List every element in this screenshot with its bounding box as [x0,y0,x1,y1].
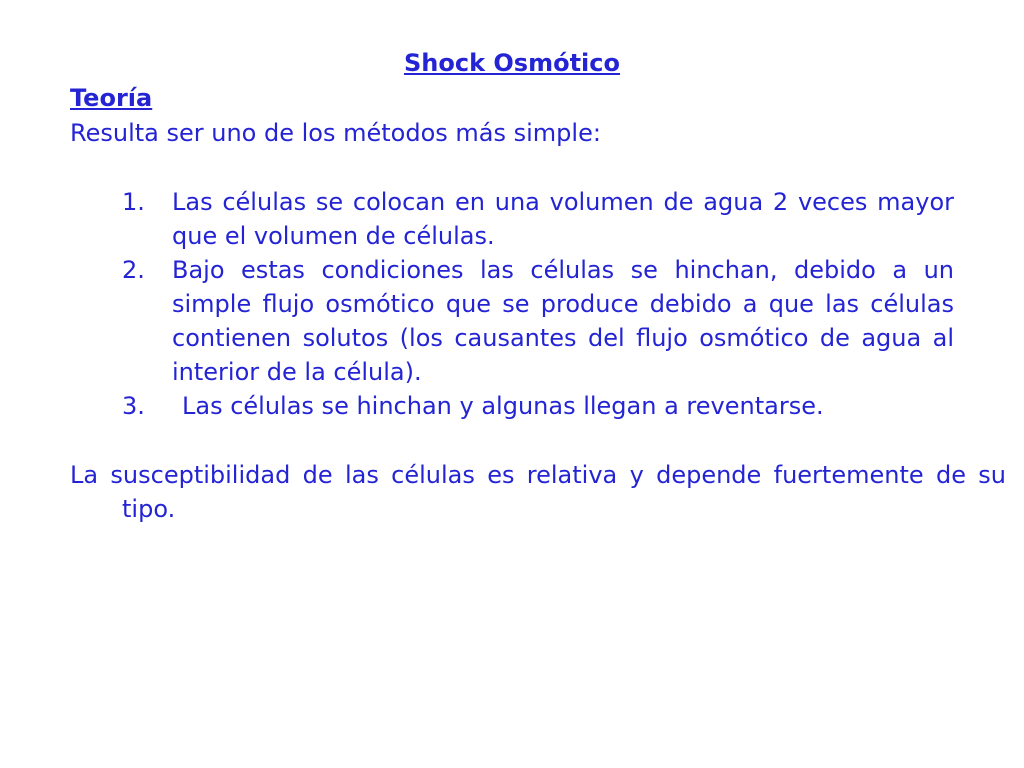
steps-list [122,185,954,423]
list-item-text: Las células se colocan en una volumen de agua 2 veces mayor que el volumen de células. [172,188,954,250]
slide-title: Shock Osmótico [404,49,620,77]
intro-text: Resulta ser uno de los métodos más simple: [70,119,601,147]
conclusion-text: La susceptibilidad de las células es relativa y depende fuertemente de su tipo. [70,461,1006,523]
list-item [122,185,954,253]
section-heading: Teoría [70,84,153,112]
list-item-number: 3. [122,392,145,420]
list-item-text: Bajo estas condiciones las células se hinchan, debido a un simple flujo osmótico que se produce debido a que las células contienen solutos (los causantes del flujo osmótico de agua al interior de la célula). [172,256,954,386]
list-item [122,253,954,389]
list-item-number: 2. [122,256,145,284]
list-item [122,389,954,423]
list-item-text: Las células se hinchan y algunas llegan a reventarse. [182,392,824,420]
list-item-number: 1. [122,188,145,216]
